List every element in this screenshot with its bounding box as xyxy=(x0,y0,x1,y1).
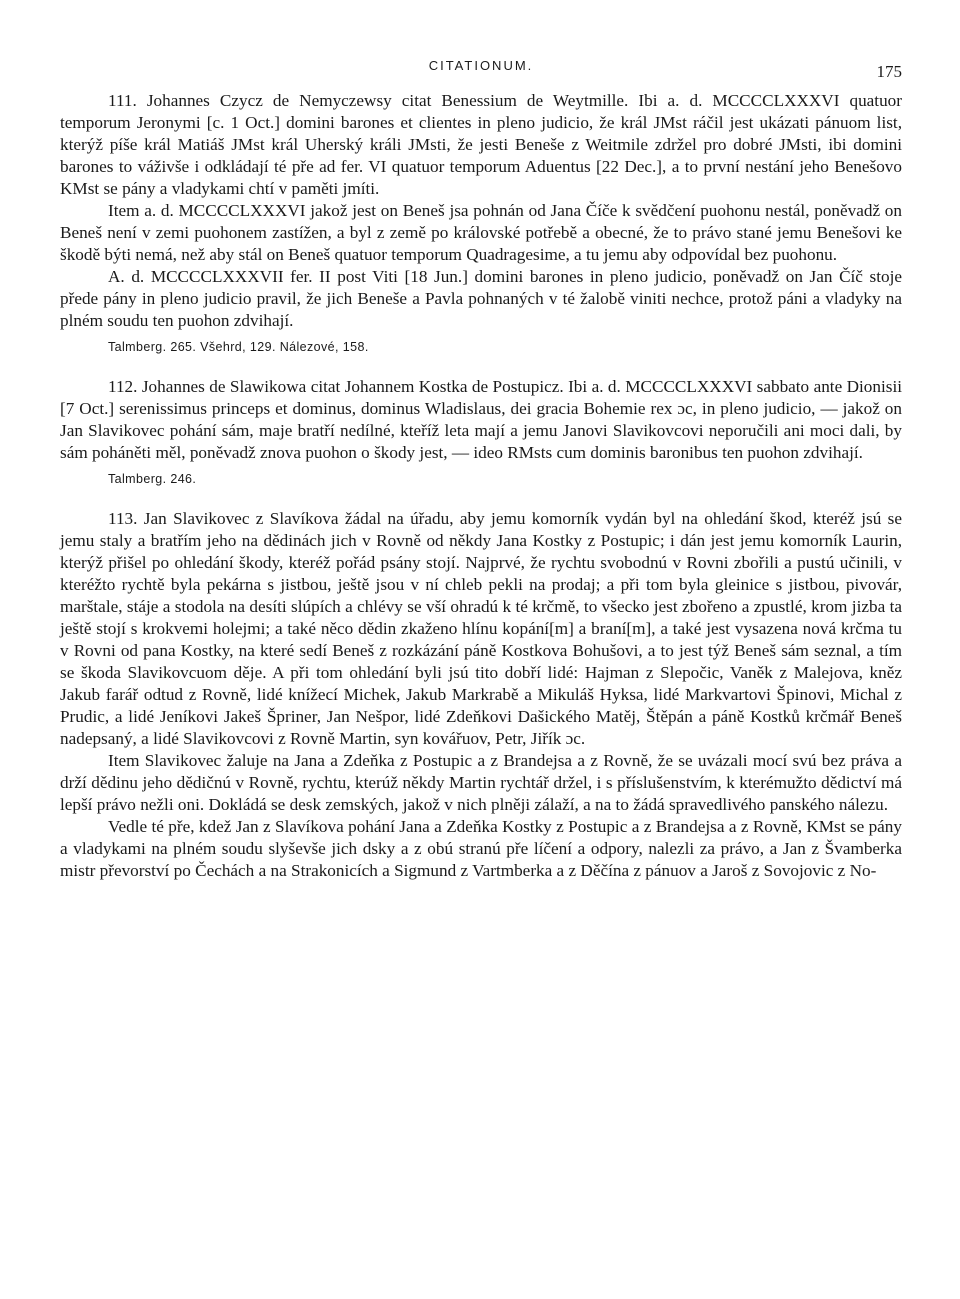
entry-112 xyxy=(60,376,902,486)
entry-111 xyxy=(60,90,902,354)
paragraph: Item a. d. MCCCCLXXXVI jakož jest on Beneš jsa pohnán od Jana Číče k svědčení puohonu nestál, poněvadž on Beneš není v zemi puohonem zastížen, a byl z země po královské potřebě a obecné, že to právo stané jemu Benešovi ke škodě býti nemá, než aby stál on Beneš quatuor temporum Quadragesime, a tu jemu aby odpovídal bez puohonu. xyxy=(60,201,902,264)
source-reference: Talmberg. 265. Všehrd, 129. Nálezové, 158. xyxy=(108,340,369,354)
entry-113 xyxy=(60,508,902,882)
paragraph: 111. Johannes Czycz de Nemyczewsy citat Benessium de Weytmille. Ibi a. d. MCCCCLXXXVI quatuor temporum Jeronymi [c. 1 Oct.] domini barones et clientes in pleno judicio, že král JMst ráčil jest ukázati pánuom list, kterýž píše král Matiáš JMst král Uherský králi JMsti, že jesti Beneše z Weitmile zdržel pro dobré JMsti, ibi domini barones to váživše i odkládají té pře ad fer. VI quatuor temporum Aduentus [22 Dec.], a to první nestání jeho Benešovo KMst se pány a vladykami chtí v paměti jmíti. xyxy=(60,91,902,198)
running-title: CITATIONUM. xyxy=(428,58,534,73)
document-page xyxy=(60,48,902,882)
page-number: 175 xyxy=(876,62,902,81)
paragraph: 112. Johannes de Slawikowa citat Johannem Kostka de Postupicz. Ibi a. d. MCCCCLXXXVI sabbato ante Dionisii [7 Oct.] serenissimus princeps et dominus, dominus Wladislaus, dei gracia Bohemie rex ɔc, in pleno judicio, — jakož on Jan Slavikovec pohání sám, maje bratří nedílné, kteříž leta mají a jemu Janovi Slavikovcovi neporučili ani moci dali, by sám poháněti měl, poněvadž znova puohon o škody jest, — ideo RMsts cum dominis baronibus ten puohon zdvihají. xyxy=(60,377,902,462)
running-head xyxy=(60,48,902,90)
paragraph: Item Slavikovec žaluje na Jana a Zdeňka z Postupic a z Brandejsa a z Rovně, že se uvázali mocí svú bez práva a drží dědinu jeho dědičnú v Rovně, rychtu, kterúž někdy Martin rychtář držel, i s příslušenstvím, k kterémužto dědictví má lepší právo nežli oni. Dokládá se desk zemských, jakož v nich plněji zálaží, a na to žádá spravedlivého panského nálezu. xyxy=(60,751,902,814)
paragraph: Vedle té pře, kdež Jan z Slavíkova pohání Jana a Zdeňka Kostky z Postupic a z Brandejsa a z Rovně, KMst se pány a vladykami na plném soudu slyševše jich dsky a z obú stranú pře líčení a odpory, nalezli za právo, a Jan z Švamberka mistr převorství po Čechách a na Strakonicích a Sigmund z Vartmberka a z Děčína z pánuov a Jaroš z Sovojovic z No- xyxy=(60,817,902,880)
paragraph: A. d. MCCCCLXXXVII fer. II post Viti [18 Jun.] domini barones in pleno judicio, poněvadž on Jan Číč stoje přede pány in pleno judicio pravil, že jich Beneše a Pavla pohnaných v té žalobě viniti nechce, protož páni a vladyky na plném soudu ten puohon zdvihají. xyxy=(60,267,902,330)
paragraph: 113. Jan Slavikovec z Slavíkova žádal na úřadu, aby jemu komorník vydán byl na ohledání škod, kteréž jsú se jemu staly a bratřím jeho na dědinách jich v Rovně od někdy Jana Kostky z Postupic; i dán jest jemu komorník Laurin, kterýž přišel po ohledání škody, kteréž pořád psány stojí. Najprvé, že rychtu svobodnú v Rovni zbořili a pustú učinili, v kteréžto rychtě byla pekárna s jistbou, ještě jsou v ní chleb pekli na prodaj; a při tom byla gleinice s jistbou, pivovár, marštale, stáje a stodola na desíti slúpích a chlévy se vší ohradú k té krčmě, to všecko jest zbořeno a zpustlé, krom jizba ta ještě stojí s krokvemi holejmi; a také něco dědin zkaženo hlínu kopání[m] a braní[m], a také jest vysazena nová krčma tu v Rovni od pana Kostky, na které sedí Beneš z rozkázání páně Kostkova Bohušovi, a to jest týž Beneš sám seznal, a tím se škoda Slavikovcuom děje. A při tom ohledání byli jsú tito dobří lidé: Hajman z Slepočic, Vaněk z Malejova, kněz Jakub farář odtud z Rovně, lidé knížecí Michek, Jakub Markrabě a Mikuláš Hyksa, lidé Markvartovi Špinovi, Michal z Prudic, a lidé Jeníkovi Jakeš Špriner, Jan Nešpor, lidé Zdeňkovi Dašického Matěj, Štěpán a páně Kostků krčmář Beneš nadepsaný, a lidé Slavikovcovi z Rovně Martin, syn kovářuov, Petr, Jiřík ɔc. xyxy=(60,509,902,748)
source-reference: Talmberg. 246. xyxy=(108,472,197,486)
